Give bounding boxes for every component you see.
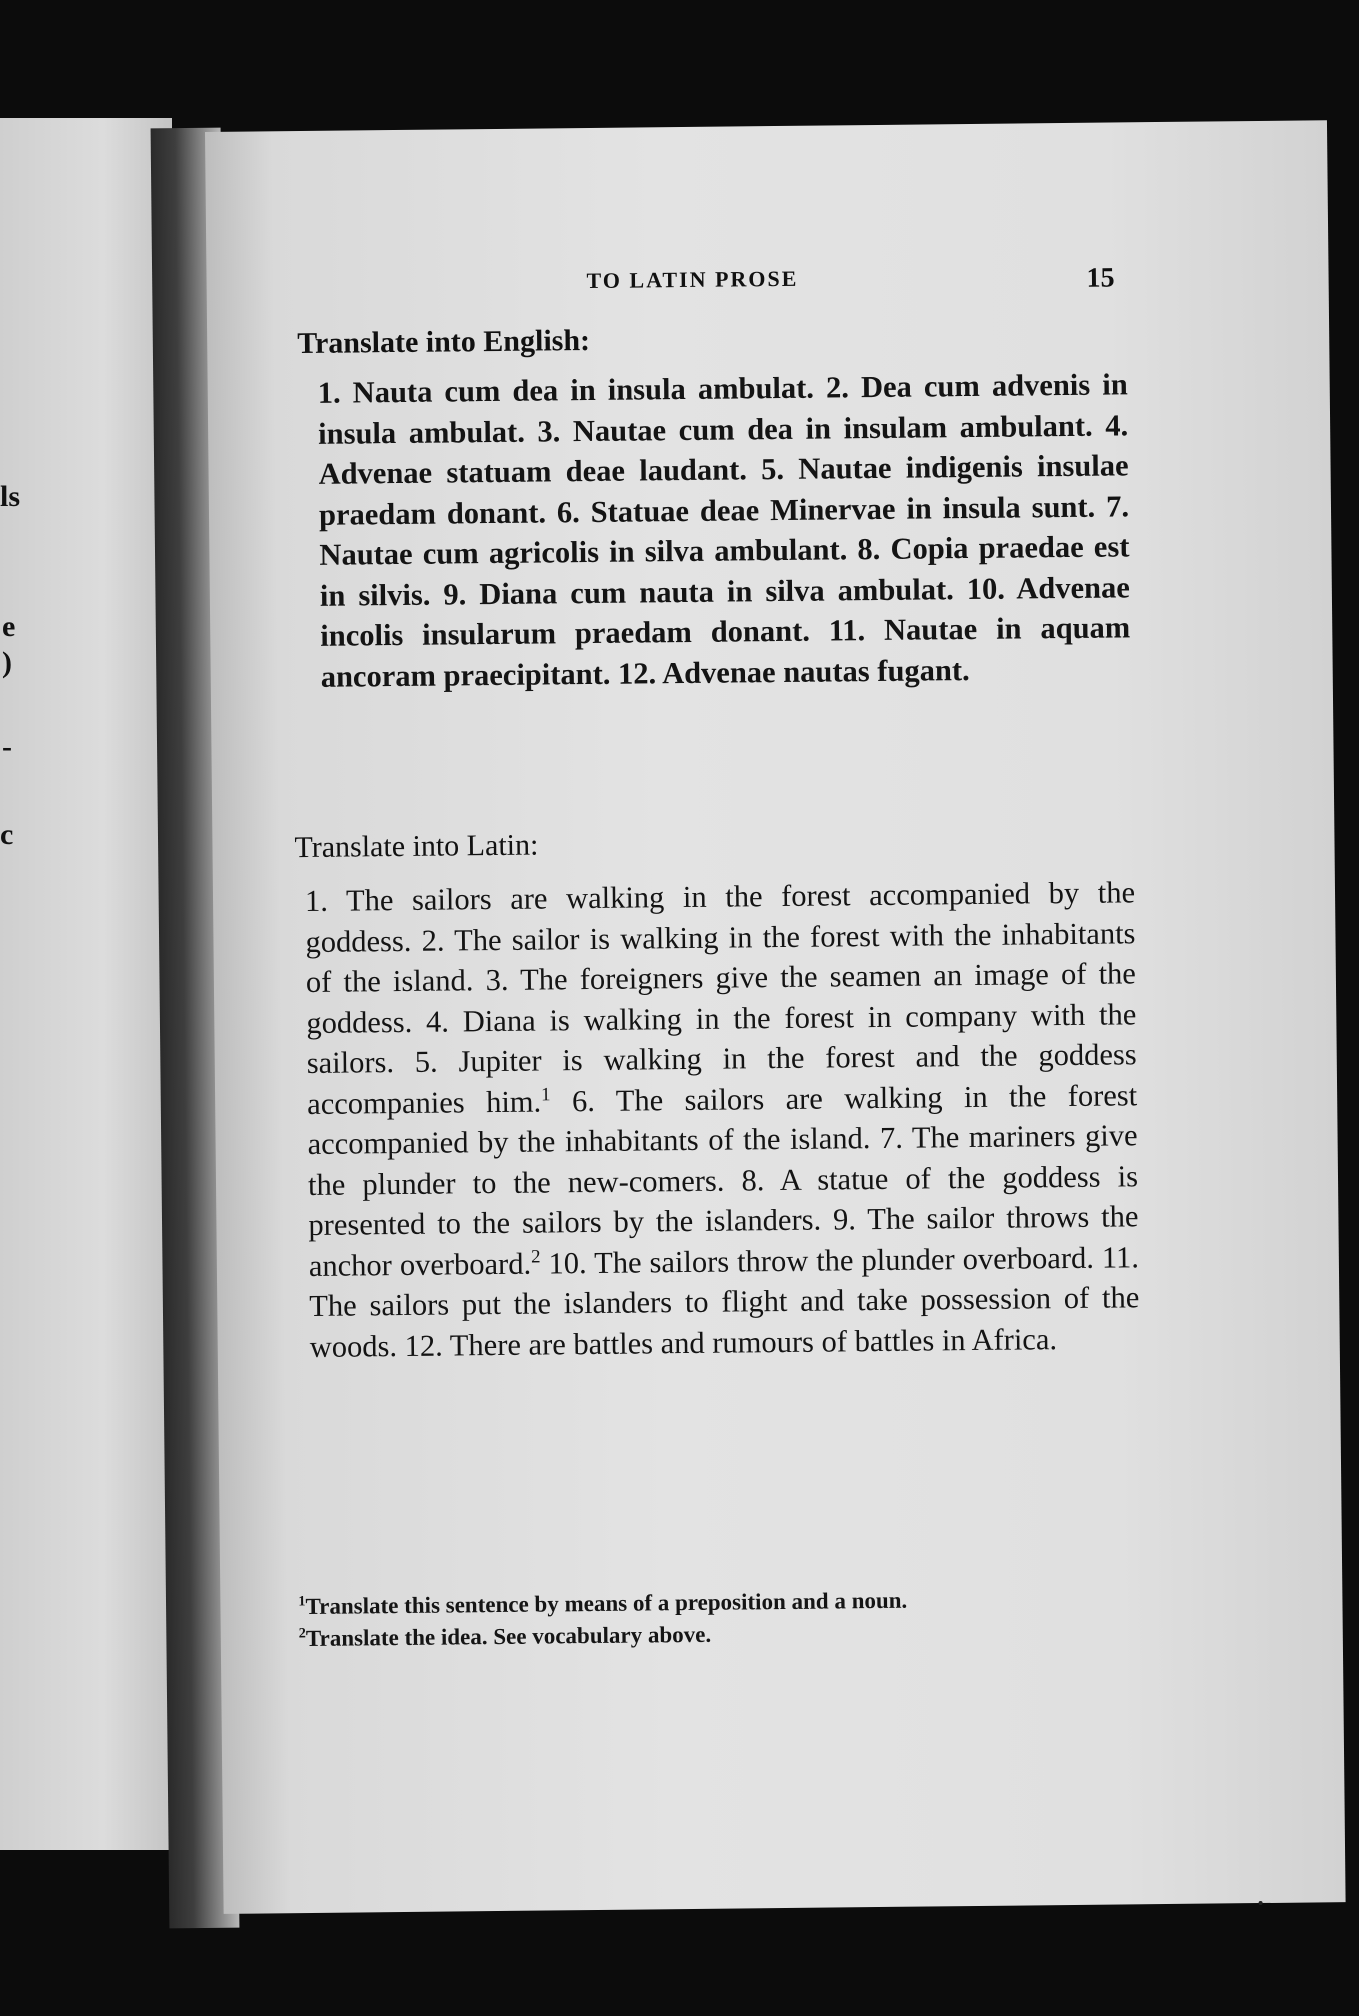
left-page-fragment: c	[0, 818, 14, 851]
latin-exercise-heading: Translate into Latin:	[294, 828, 539, 865]
footnotes	[298, 1582, 1149, 1655]
left-page-fragment: )	[2, 646, 12, 679]
english-exercise-text: 1. Nauta cum dea in insula ambulat. 2. Dea cum advenis in insula ambulat. 3. Nautae cum dea in insulam ambulant. 4. Advenae statuam deae laudant. 5. Nautae indigenis insulae praedam donant. 6. Statuae deae Minervae in insula sunt. 7. Nautae cum agricolis in silva ambulant. 8. Copia praedae est in silvis. 9. Diana cum nauta in silva ambulat. 10. Advenae incolis insularum praedam donant. 11. Nautae in aquam ancoram praecipitant. 12. Advenae nautas fugant.	[317, 367, 1131, 694]
left-page-fragment: -	[2, 730, 12, 763]
latin-exercise-text	[305, 872, 1140, 1367]
english-exercise-heading: Translate into English:	[297, 323, 591, 361]
left-page-fragment: e	[2, 610, 16, 643]
footnote-mark: 1	[298, 1593, 306, 1610]
latin-text-part: 10. The sailors throw the plunder overboard. 11. The sailors put the islanders to flight and take possession of the woods. 12. There are battles and rumours of battles in Africa.	[309, 1239, 1140, 1364]
dust-speck	[1259, 1901, 1263, 1905]
left-page-fragment: ls	[0, 480, 21, 513]
left-page-edge	[0, 118, 172, 1850]
footnote-ref: 2	[530, 1245, 541, 1267]
footnote-text: Translate this sentence by means of a preposition and a noun.	[305, 1587, 908, 1620]
footnote-mark: 2	[298, 1625, 306, 1642]
footnote-ref: 1	[540, 1083, 551, 1105]
latin-text-part: 1. The sailors are walking in the forest accompanied by the goddess. 2. The sailor is walking in the forest with the inhabitants of the island. 3. The foreigners give the seamen an image of the goddess. 4. Diana is walking in the forest in company with the sailors. 5. Jupiter is walking in the forest and the goddess accompanies him.	[304, 875, 1137, 1121]
page-number: 15	[1086, 262, 1115, 294]
footnote-text: Translate the idea. See vocabulary above.	[305, 1621, 712, 1652]
running-head: TO LATIN PROSE	[586, 265, 799, 294]
book-page	[205, 120, 1346, 1914]
latin-text-part: 6. The sailors are walking in the forest accompanied by the inhabitants of the island. 7. The mariners give the plunder to the new-comers. 8. A statue of the goddess is presented to the sailors by the islanders. 9. The sailor throws the anchor overboard.	[307, 1077, 1139, 1283]
